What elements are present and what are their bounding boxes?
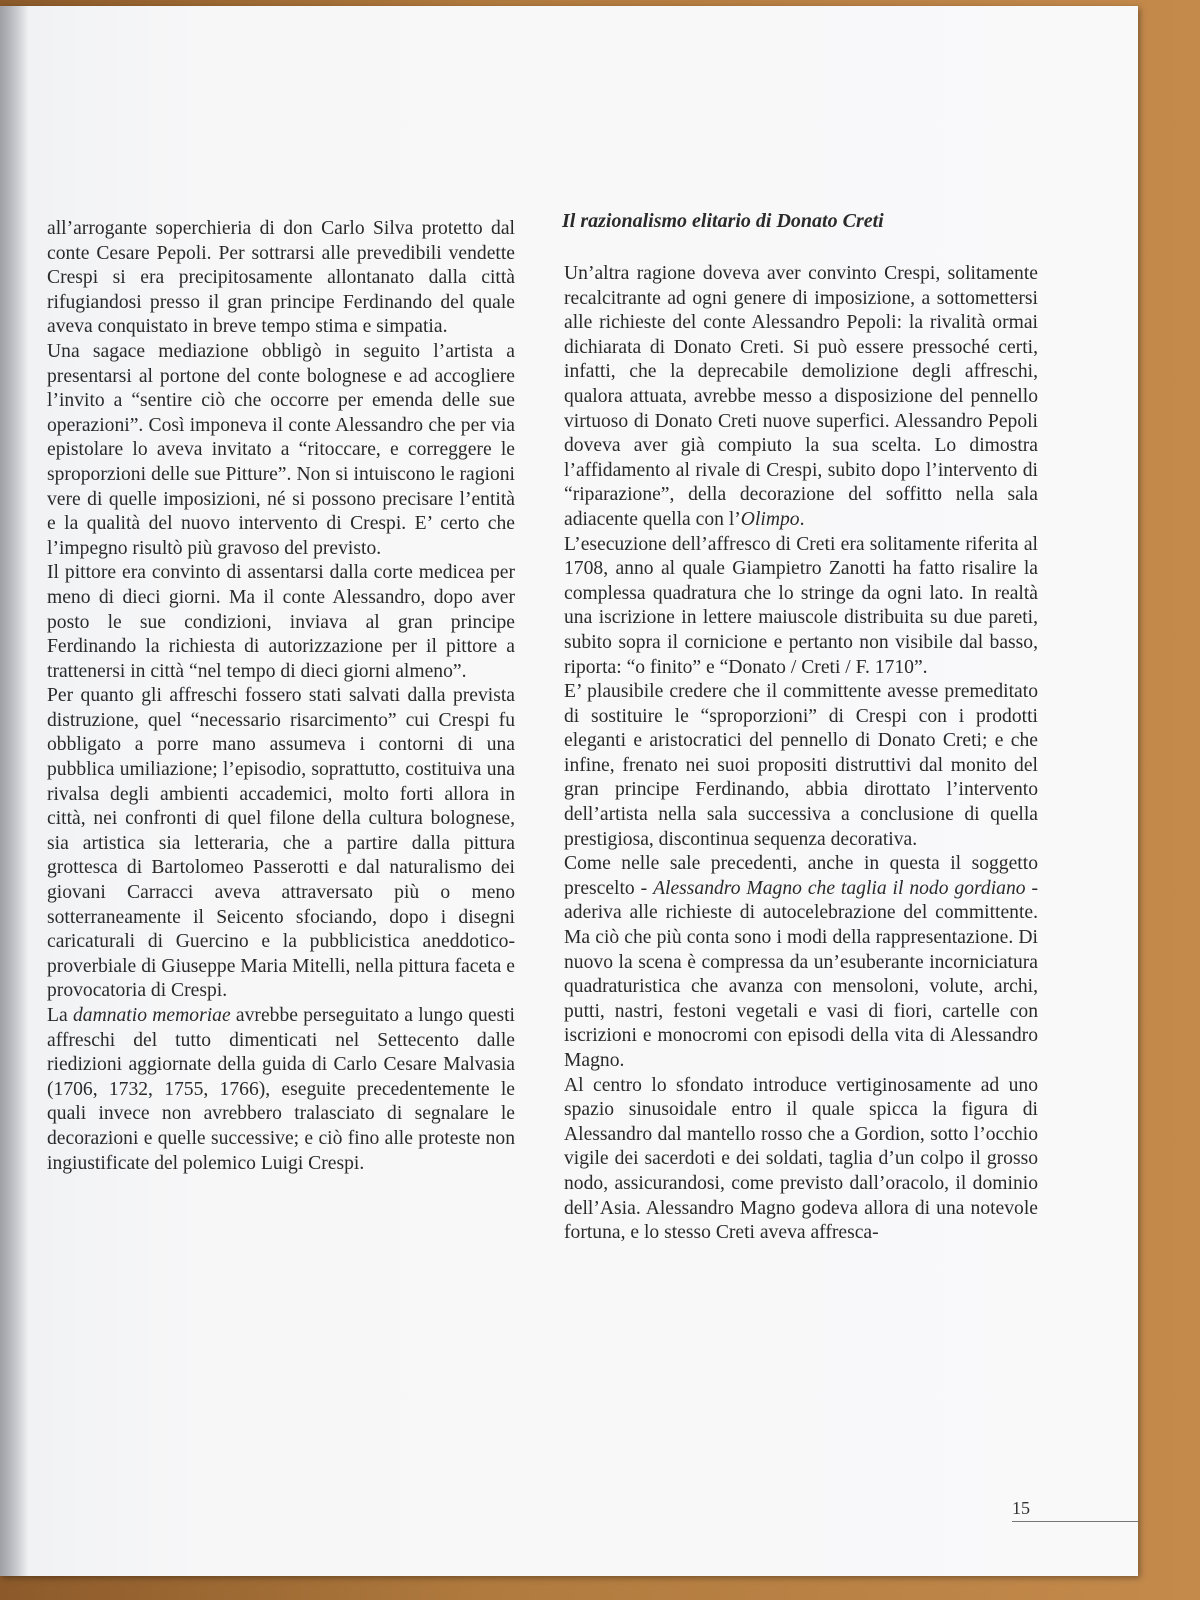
left-paragraph-3: Il pittore era convinto di assentarsi dalla corte medicea per meno di dieci giorni. Ma il conte Alessandro, dopo aver posto le sue condizioni, inviava al gran principe Ferdinando la richiesta di autorizzazione per il pittore a trattenersi in città “nel tempo di dieci giorni almeno”. bbox=[47, 562, 515, 682]
italic-title: Alessandro Magno che taglia il nodo gordiano bbox=[653, 877, 1026, 899]
right-paragraph-3: E’ plausibile credere che il committente avesse premeditato di sostituire le “sproporzioni” di Crespi con i prodotti eleganti e aristocratici del pennello di Donato Creti; e che infine, frenato nei suoi propositi distruttivi dal monito del gran principe Ferdinando, abbia dirottato l’intervento dell’artista nella sala successiva a conclusione di quella prestigiosa, discontinua sequenza decorativa. bbox=[564, 681, 1038, 850]
right-paragraph-4 bbox=[564, 852, 1038, 1073]
left-paragraph-4: Per quanto gli affreschi fossero stati salvati dalla prevista distruzione, quel “necessario risarcimento” cui Crespi fu obbligato a porre mano assumeva i contorni di una pubblica umiliazione; l’episodio, soprattutto, costituiva una rivalsa degli ambienti accademici, molto forti allora in città, nei confronti di quel filone della cultura bolognese, sia artistica sia letteraria, che a partire dalla pittura grottesca di Bartolomeo Passerotti e dal naturalismo dei giovani Carracci aveva attraversato più o meno sotterraneamente il Seicento sfociando, dopo i disegni caricaturali di Guercino e la pubblicistica aneddotico-proverbiale di Giuseppe Maria Mitelli, nella pittura faceta e provocatoria di Crespi. bbox=[47, 685, 515, 1002]
text-run: - aderiva alle richieste di autocelebrazione del committente. Ma ciò che più conta sono i modi della rappresentazione. Di nuovo la scena è compressa da un’esuberante incorniciatura quadraturistica che avanza con mensoloni, volute, archi, putti, nastri, festoni vegetali e vasi di fiori, cartelle con iscrizioni e monocromi con episodi della vita di Alessandro Magno. bbox=[564, 877, 1038, 1071]
right-column bbox=[564, 262, 1038, 1246]
text-run: Un’altra ragione doveva aver convinto Crespi, solitamente recalcitrante ad ogni genere di imposizione, a sottomettersi alle richieste del conte Alessandro Pepoli: la rivalità ormai dichiarata di Donato Creti. Si può essere pressoché certi, infatti, che la deprecabile demolizione degli affreschi, qualora attuata, avrebbe messo a disposizione del pennello virtuoso di Donato Creti nuove superfici. Alessandro Pepoli doveva aver già compiuto la sua scelta. Lo dimostra l’affidamento al rivale di Crespi, subito dopo l’intervento di “riparazione”, della decorazione del soffitto nella sala adiacente quella con l’ bbox=[564, 263, 1038, 530]
text-run: Come nelle sale precedenti, anche in questa il soggetto prescelto - bbox=[564, 853, 1038, 899]
right-paragraph-5: Al centro lo sfondato introduce vertiginosamente ad uno spazio sinusoidale entro il quale spicca la figura di Alessandro dal mantello rosso che a Gordion, sotto l’occhio vigile dei sacerdoti e dei soldati, taglia d’un colpo il grosso nodo, assicurandosi, come previsto dall’oracolo, il dominio dell’Asia. Alessandro Magno godeva allora di una notevole fortuna, e lo stesso Creti aveva affresca- bbox=[564, 1074, 1038, 1244]
left-paragraph-1: all’arrogante soperchieria di don Carlo Silva protetto dal conte Cesare Pepoli. Per sottrarsi alle prevedibili vendette Crespi si era precipitosamente allontanato dalla città rifugiandosi presso il gran principe Ferdinando del quale aveva conquistato in breve tempo stima e simpatia. bbox=[47, 218, 515, 338]
right-paragraph-1 bbox=[564, 262, 1038, 533]
page-number: 15 bbox=[1012, 1498, 1030, 1518]
text-run: La bbox=[47, 1005, 73, 1026]
left-column bbox=[47, 217, 515, 1176]
section-heading: Il razionalismo elitario di Donato Creti bbox=[562, 210, 884, 232]
spine-shadow bbox=[0, 6, 28, 1576]
text-run: . bbox=[799, 508, 805, 530]
italic-title: Olimpo bbox=[740, 508, 800, 530]
page-number-rule bbox=[1012, 1521, 1138, 1522]
left-paragraph-2: Una sagace mediazione obbligò in seguito l’artista a presentarsi al portone del conte bolognese e ad accogliere l’invito a “sentire ciò che occorre per emenda delle sue operazioni”. Così imponeva il conte Alessandro che per via epistolare lo aveva invitato a “ritoccare, e correggere le sproporzioni delle sue Pitture”. Non si intuiscono le ragioni vere di quelle imposizioni, né si possono precisare l’entità e la qualità del nuovo intervento di Crespi. E’ certo che l’impegno risultò più gravoso del previsto. bbox=[47, 340, 515, 559]
text-run: avrebbe perseguitato a lungo questi affreschi del tutto dimenticati nel Settecento dalle riedizioni aggiornate della guida di Carlo Cesare Malvasia (1706, 1732, 1755, 1766), eseguite precedentemente le quali invece non avrebbero tralasciato di segnalare le decorazioni e quelle successive; e ciò fino alle proteste non ingiustificate del polemico Luigi Crespi. bbox=[47, 1005, 515, 1174]
right-paragraph-2: L’esecuzione dell’affresco di Creti era solitamente riferita al 1708, anno al quale Giampietro Zanotti ha fatto risalire la complessa quadratura che lo stringe da ogni lato. In realtà una iscrizione in lettere maiuscole distribuita su due pareti, subito sopra il cornicione e pertanto non visibile dal basso, riporta: “o finito” e “Donato / Creti / F. 1710”. bbox=[564, 533, 1038, 678]
italic-term: damnatio memoriae bbox=[72, 1005, 231, 1026]
left-paragraph-5 bbox=[47, 1004, 515, 1176]
